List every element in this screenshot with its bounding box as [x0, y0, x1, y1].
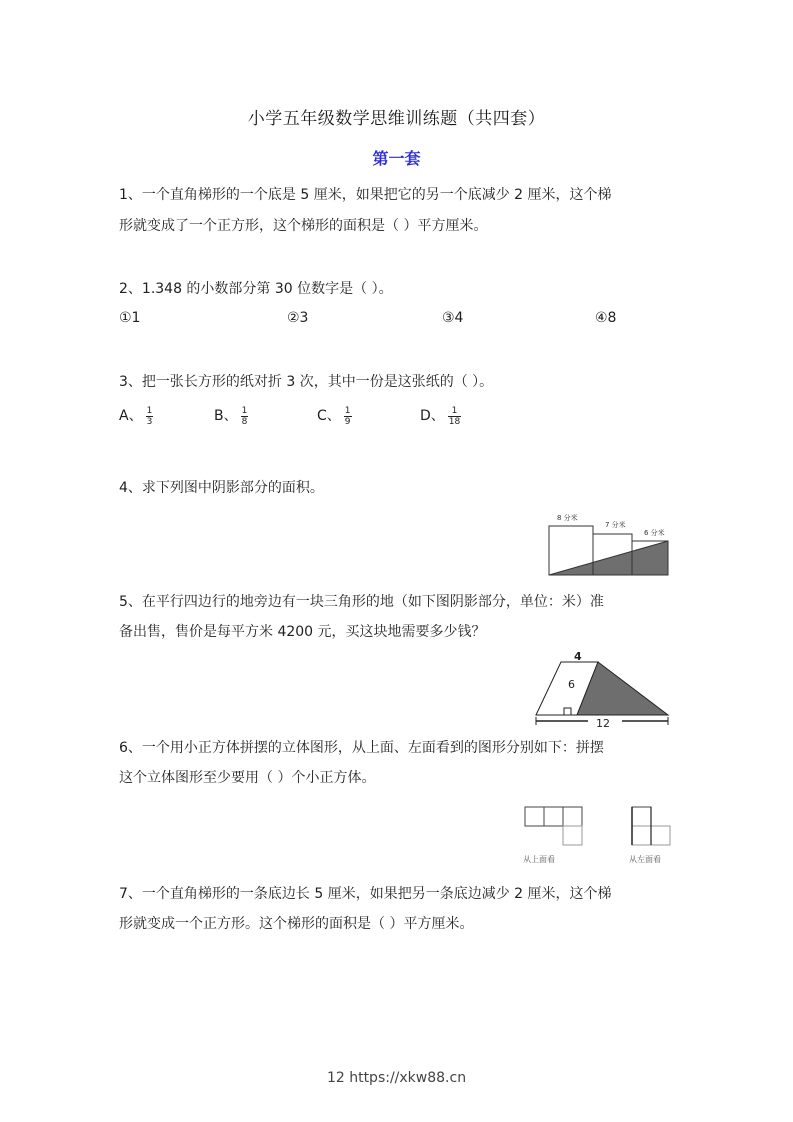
figure-label: 6 分米 — [644, 529, 665, 537]
document-title: 小学五年级数学思维训练题（共四套） — [247, 109, 546, 129]
figure-label: 12 — [596, 717, 610, 730]
page-footer: 12 https://xkw88.cn — [326, 1070, 467, 1086]
question-4-line-1: 4、求下列图中阴影部分的面积。 — [119, 480, 324, 496]
question-3-option-d — [420, 405, 461, 427]
question-2-option-1: ①1 — [119, 310, 141, 326]
figure-label: 从上面看 — [523, 855, 555, 864]
left-view — [632, 807, 670, 845]
question-3-line-1: 3、把一张长方形的纸对折 3 次，其中一份是这张纸的（ ）。 — [119, 374, 494, 390]
figure-label: 8 分米 — [557, 514, 578, 522]
squares-shaded-figure — [545, 508, 675, 580]
option-label: C、 — [317, 408, 341, 424]
question-2-option-3: ③4 — [442, 310, 464, 326]
question-1-line-1: 1、一个直角梯形的一个底是 5 厘米，如果把它的另一个底减少 2 厘米，这个梯 — [119, 187, 612, 203]
section-subtitle: 第一套 — [372, 149, 421, 168]
fraction: $\frac{1}{3}$ — [146, 405, 153, 427]
question-2-option-4: ④8 — [595, 310, 617, 326]
figure-label: 从左面看 — [629, 855, 661, 864]
question-5-line-1: 5、在平行四边行的地旁边有一块三角形的地（如下图阴影部分，单位：米）准 — [119, 594, 604, 610]
question-5-line-2: 备出售，售价是每平方米 4200 元，买这块地需要多少钱？ — [119, 624, 486, 640]
fraction: $\frac{1}{8}$ — [241, 405, 248, 427]
question-1-line-2: 形就变成了一个正方形，这个梯形的面积是（ ）平方厘米。 — [119, 218, 488, 234]
question-2-option-2: ②3 — [287, 310, 309, 326]
question-2-line-1: 2、1.348 的小数部分第 30 位数字是（ ）。 — [119, 281, 393, 297]
question-3-option-c — [317, 405, 352, 427]
question-7-line-1: 7、一个直角梯形的一条底边长 5 厘米，如果把另一条底边减少 2 厘米，这个梯 — [119, 886, 612, 902]
option-label: A、 — [119, 408, 143, 424]
question-3-option-b — [214, 405, 248, 427]
question-7-line-2: 形就变成一个正方形。这个梯形的面积是（ ）平方厘米。 — [119, 916, 474, 932]
question-3-option-a — [119, 405, 153, 427]
figure-label: 4 — [574, 650, 582, 663]
option-label: B、 — [214, 408, 238, 424]
fraction: $\frac{1}{9}$ — [344, 405, 351, 427]
figure-label: 6 — [568, 678, 575, 691]
figure-label: 7 分米 — [605, 521, 626, 529]
cube-views-figure — [515, 800, 680, 868]
question-6-line-2: 这个立体图形至少要用（ ）个小正方体。 — [119, 770, 376, 786]
top-view — [525, 807, 582, 845]
option-label: D、 — [420, 408, 445, 424]
question-6-line-1: 6、一个用小正方体拼摆的立体图形，从上面、左面看到的图形分别如下：拼摆 — [119, 740, 604, 756]
parallelogram-triangle-figure — [530, 648, 675, 730]
fraction: $\frac{1}{18}$ — [448, 405, 461, 427]
